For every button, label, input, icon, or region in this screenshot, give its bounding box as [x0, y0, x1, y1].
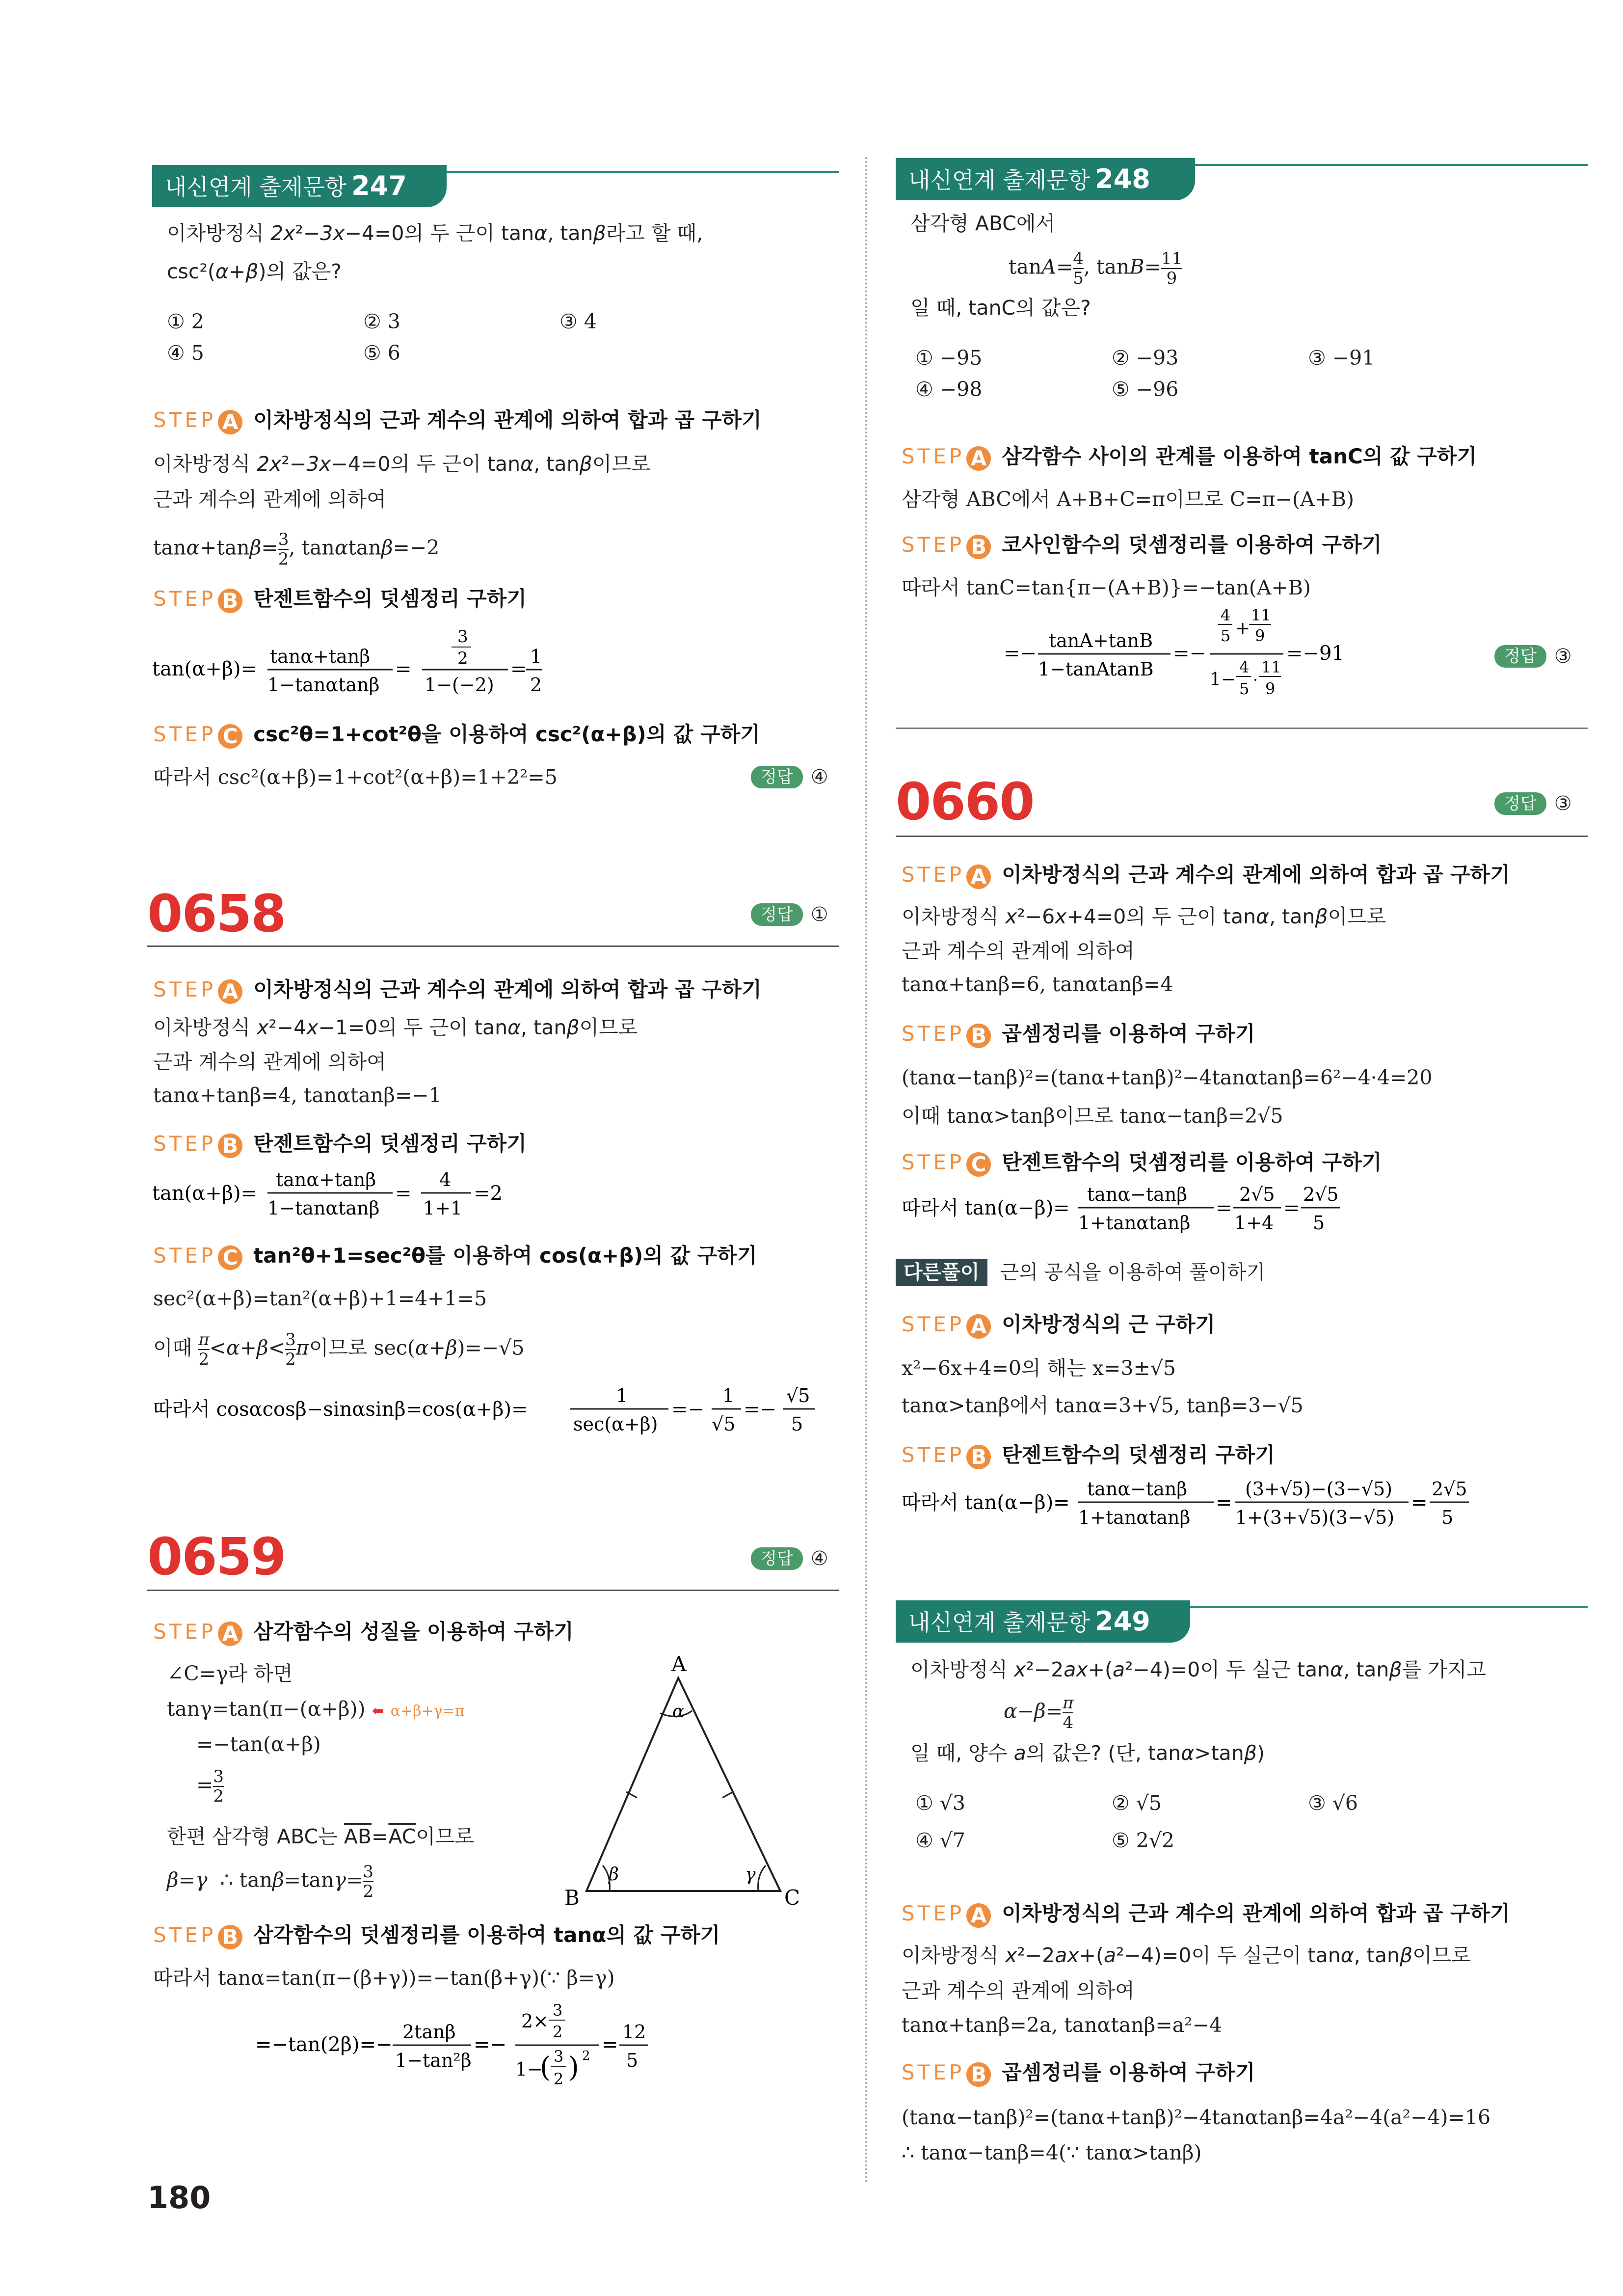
step-b: STEP B 탄젠트함수의 덧셈정리 구하기 [153, 587, 527, 613]
choice-3[interactable]: ③ 4 [559, 310, 597, 333]
answer-tag: 정답 [751, 903, 803, 926]
answer-value: ③ [1554, 792, 1572, 815]
step-title: 이차방정식의 근과 계수의 관계에 의하여 합과 곱 구하기 [1002, 863, 1510, 887]
choice-5[interactable]: ⑤ 6 [363, 341, 400, 365]
svg-text:1−: 1− [515, 2058, 543, 2080]
solution-line: 이차방정식 2x²−3x−4=0의 두 근이 tanα, tanβ이므로 [153, 452, 651, 476]
right-column [896, 0, 1593, 2296]
svg-text:따라서 tan(α−β)=: 따라서 tan(α−β)= [902, 1197, 1070, 1219]
answer-value: ④ [810, 766, 828, 788]
answer-badge [751, 1547, 828, 1570]
solution-line: 따라서 tanα=tan(π−(β+γ))=−tan(β+γ)(∵ β=γ) [153, 1966, 615, 1990]
choice-5[interactable]: ⑤ 2√2 [1112, 1829, 1175, 1852]
choice-1[interactable]: ① √3 [915, 1791, 965, 1815]
step-title: 코사인함수의 덧셈정리를 이용하여 구하기 [1002, 533, 1382, 557]
question-line: 이차방정식 x²−2ax+(a²−4)=0이 두 실근 tanα, tanβ를 가지고 [910, 1658, 1487, 1681]
svg-text:1−tanAtanB: 1−tanAtanB [1038, 658, 1154, 680]
svg-text:2×: 2× [521, 2010, 549, 2032]
vertex-b-label: B [564, 1886, 580, 1910]
svg-text:=: = [1216, 1491, 1232, 1514]
alternative-solution-header [896, 1257, 1265, 1286]
step-a: STEP A 이차방정식의 근과 계수의 관계에 의하여 합과 곱 구하기 [153, 977, 762, 1003]
svg-text:=: = [395, 1182, 412, 1205]
svg-text:2: 2 [553, 2023, 563, 2041]
solution-line: 삼각형 ABC에서 A+B+C=π이므로 C=π−(A+B) [902, 487, 1355, 511]
svg-text:1−: 1− [1210, 670, 1236, 690]
answer-tag: 정답 [1494, 645, 1546, 668]
solution-line: 근과 계수의 관계에 의하여 [902, 1979, 1135, 2002]
formula-tan-c [1004, 607, 1436, 705]
svg-text:tanA+tanB: tanA+tanB [1049, 630, 1153, 651]
number-rule [147, 1590, 839, 1591]
step-a: STEP A 삼각함수의 성질을 이용하여 구하기 [153, 1620, 574, 1646]
section-rule [896, 728, 1588, 729]
answer-badge [751, 903, 828, 926]
svg-text:1−tan²β: 1−tan²β [395, 2050, 472, 2071]
solution-line: tanα+tanβ=4, tanαtanβ=−1 [153, 1083, 442, 1107]
svg-text:5: 5 [1313, 1212, 1325, 1234]
vertex-c-label: C [784, 1886, 800, 1910]
solution-line: (tanα−tanβ)²=(tanα+tanβ)²−4tanαtanβ=6²−4·4=20 [902, 1066, 1433, 1089]
solution-line: 한편 삼각형 ABC는 $\overline{AB}=\overline{AC}$이므로 [167, 1825, 475, 1848]
step-a: STEP A 이차방정식의 근과 계수의 관계에 의하여 합과 곱 구하기 [153, 408, 762, 434]
choice-2[interactable]: ② −93 [1112, 346, 1179, 370]
svg-text:4: 4 [439, 1169, 452, 1190]
step-title: 탄젠트함수의 덧셈정리를 이용하여 구하기 [1002, 1150, 1382, 1174]
banner-label: 내신연계 출제문항 [165, 174, 347, 200]
solution-line: x²−6x+4=0의 해는 x=3±√5 [902, 1356, 1176, 1380]
svg-text:2√5: 2√5 [1432, 1478, 1467, 1500]
solution-line: 이때 tanα>tanβ이므로 tanα−tanβ=2√5 [902, 1104, 1283, 1128]
step-title: 탄젠트함수의 덧셈정리 구하기 [1002, 1443, 1275, 1467]
solution-line: (tanα−tanβ)²=(tanα+tanβ)²−4tanαtanβ=4a²−4(a²−4)=16 [902, 2106, 1491, 2129]
svg-text:=: = [395, 658, 412, 680]
step-title: csc²θ=1+cot²θ을 이용하여 csc²(α+β)의 값 구하기 [253, 722, 760, 746]
banner-label: 내신연계 출제문항 [908, 167, 1091, 193]
svg-text:tan(α+β)=: tan(α+β)= [152, 658, 258, 680]
formula-cos-sum [147, 1379, 844, 1443]
step-c: STEP C tan²θ+1=sec²θ를 이용하여 cos(α+β)의 값 구하기 [153, 1243, 757, 1270]
solution-line: ∴ tanα−tanβ=4(∵ tanα>tanβ) [902, 2141, 1202, 2164]
svg-text:1−(−2): 1−(−2) [425, 674, 494, 696]
svg-text:1−tanαtanβ: 1−tanαtanβ [267, 1197, 380, 1219]
svg-text:): ) [568, 2052, 579, 2083]
page-number: 180 [147, 2180, 211, 2215]
banner-rule [1195, 164, 1588, 166]
svg-text:tanα−tanβ: tanα−tanβ [1087, 1184, 1188, 1205]
step-title: 삼각함수의 성질을 이용하여 구하기 [253, 1620, 574, 1644]
solution-line: β=γ ∴ tanβ=tanγ= $\frac{3}{2}$ [167, 1862, 373, 1901]
formula-double-angle [255, 1998, 820, 2096]
solution-line: 따라서 csc²(α+β)=1+cot²(α+β)=1+2²=5 [153, 765, 558, 789]
banner-number: 248 [1095, 163, 1150, 194]
question-line: csc²(α+β)의 값은? [167, 260, 342, 283]
solution-line: sec²(α+β)=tan²(α+β)+1=4+1=5 [153, 1287, 487, 1310]
choice-4[interactable]: ④ √7 [915, 1829, 965, 1852]
svg-text:5: 5 [626, 2050, 639, 2071]
step-b: STEP B 곱셈정리를 이용하여 구하기 [902, 2060, 1255, 2086]
step-title: 삼각함수의 덧셈정리를 이용하여 tanα의 값 구하기 [253, 1923, 720, 1947]
answer-tag: 정답 [751, 766, 803, 788]
margin-note: α+β+γ=π [390, 1702, 465, 1720]
answer-badge [751, 766, 828, 788]
formula-tan-sum [147, 622, 589, 706]
step-b: STEP B 삼각함수의 덧셈정리를 이용하여 tanα의 값 구하기 [153, 1923, 720, 1949]
question-line: 이차방정식 2x²−3x−4=0의 두 근이 tanα, tanβ라고 할 때, [167, 221, 703, 245]
svg-text:=: = [1283, 1197, 1300, 1219]
question-line: 일 때, 양수 a의 값은? (단, tanα>tanβ) [910, 1741, 1265, 1765]
solution-line: 이차방정식 x²−4x−1=0의 두 근이 tanα, tanβ이므로 [153, 1016, 638, 1039]
svg-text:9: 9 [1265, 679, 1276, 698]
step-title: 곱셈정리를 이용하여 구하기 [1002, 2060, 1255, 2084]
svg-text:따라서 cosαcosβ−sinαsinβ=cos(α+β): 따라서 cosαcosβ−sinαsinβ=cos(α+β)= [153, 1398, 528, 1421]
svg-text:=−: =− [671, 1398, 705, 1421]
choice-3[interactable]: ③ −91 [1308, 346, 1375, 370]
svg-text:5: 5 [1441, 1507, 1454, 1528]
svg-text:1: 1 [722, 1385, 735, 1406]
solution-line: tanα+tanβ=6, tanαtanβ=4 [902, 972, 1173, 996]
svg-text:1+4: 1+4 [1234, 1212, 1274, 1234]
svg-text:=−: =− [1173, 642, 1206, 665]
solution-line: tanα+tanβ= $\frac{3}{2}$ , tanαtanβ=−2 [153, 530, 440, 569]
solution-line: tanα>tanβ에서 tanα=3+√5, tanβ=3−√5 [902, 1394, 1304, 1417]
solution-line: ∠C=γ라 하면 [167, 1662, 293, 1685]
svg-text:9: 9 [1255, 626, 1265, 645]
svg-text:2tanβ: 2tanβ [402, 2021, 456, 2043]
svg-text:=: = [1216, 1197, 1232, 1219]
step-title: 삼각함수 사이의 관계를 이용하여 tanC의 값 구하기 [1002, 444, 1477, 468]
svg-text:12: 12 [622, 2021, 646, 2043]
angle-alpha-label: α [672, 1702, 685, 1722]
svg-text:11: 11 [1251, 607, 1271, 624]
choice-5[interactable]: ⑤ −96 [1112, 378, 1179, 401]
alt-tag: 다른풀이 [896, 1259, 987, 1286]
answer-value: ① [810, 903, 828, 926]
svg-text:=−: =− [1004, 642, 1037, 665]
step-b: STEP B 코사인함수의 덧셈정리를 이용하여 구하기 [902, 533, 1382, 559]
svg-text:2√5: 2√5 [1239, 1184, 1275, 1205]
banner-rule [447, 171, 839, 173]
solution-line: 이차방정식 x²−6x+4=0의 두 근이 tanα, tanβ이므로 [902, 905, 1386, 928]
svg-text:2√5: 2√5 [1303, 1184, 1339, 1205]
solution-line: 따라서 tanC=tan{π−(A+B)}=−tan(A+B) [902, 576, 1311, 599]
svg-text:tanα+tanβ: tanα+tanβ [270, 646, 371, 667]
question-line: tanA= $\frac{4}{5}$ , tanB= $\frac{11}{9}$ [1009, 249, 1183, 288]
svg-text:tan(α+β)=: tan(α+β)= [152, 1182, 258, 1205]
svg-text:√5: √5 [712, 1413, 736, 1435]
problem-number: 0659 [147, 1527, 286, 1587]
answer-value: ③ [1554, 645, 1572, 668]
svg-text:2: 2 [530, 674, 542, 696]
step-b: STEP B 탄젠트함수의 덧셈정리 구하기 [153, 1132, 527, 1158]
svg-text:1+(3+√5)(3−√5): 1+(3+√5)(3−√5) [1235, 1507, 1395, 1528]
column-divider [865, 157, 867, 2185]
svg-text:4: 4 [1239, 658, 1250, 676]
svg-text:=: = [602, 2033, 618, 2056]
number-rule [896, 836, 1588, 837]
left-column [147, 0, 844, 2296]
step-title: 이차방정식의 근과 계수의 관계에 의하여 합과 곱 구하기 [1002, 1901, 1510, 1925]
alt-step-a: STEP A 이차방정식의 근 구하기 [902, 1312, 1216, 1338]
number-rule [147, 945, 839, 947]
step-title: 이차방정식의 근과 계수의 관계에 의하여 합과 곱 구하기 [253, 408, 762, 432]
problem-banner-248 [896, 158, 1195, 200]
svg-text:3: 3 [553, 2001, 563, 2020]
step-title: tan²θ+1=sec²θ를 이용하여 cos(α+β)의 값 구하기 [253, 1243, 757, 1268]
question-line: 일 때, tanC의 값은? [910, 296, 1091, 320]
svg-text:2: 2 [457, 648, 468, 668]
choice-4[interactable]: ④ 5 [167, 341, 204, 365]
svg-text:1+1: 1+1 [423, 1197, 463, 1219]
choice-1[interactable]: ① −95 [915, 346, 983, 370]
answer-value: ④ [810, 1547, 828, 1570]
solution-text: tanγ=tan(π−(α+β)) [167, 1697, 366, 1721]
svg-text:+: + [1235, 619, 1251, 639]
svg-text:=−tan(2β)=−: =−tan(2β)=− [255, 2033, 393, 2056]
svg-text:(3+√5)−(3−√5): (3+√5)−(3−√5) [1245, 1478, 1392, 1500]
isosceles-triangle-figure [550, 1654, 825, 1910]
svg-text:=: = [510, 658, 527, 680]
svg-text:5: 5 [1221, 626, 1231, 645]
banner-label: 내신연계 출제문항 [908, 1609, 1091, 1636]
step-c: STEP C 탄젠트함수의 덧셈정리를 이용하여 구하기 [902, 1150, 1382, 1176]
angle-gamma-label: γ [745, 1864, 756, 1885]
svg-text:5: 5 [1239, 679, 1250, 698]
solution-line: 근과 계수의 관계에 의하여 [153, 487, 386, 511]
solution-line: = $\frac{3}{2}$ [196, 1767, 224, 1806]
step-title: 탄젠트함수의 덧셈정리 구하기 [253, 1132, 527, 1156]
solution-line: 근과 계수의 관계에 의하여 [902, 939, 1135, 963]
step-title: 탄젠트함수의 덧셈정리 구하기 [253, 587, 527, 611]
problem-banner-249 [896, 1600, 1190, 1643]
svg-text:sec(α+β): sec(α+β) [573, 1413, 658, 1435]
solution-line: =−tan(α+β) [196, 1732, 321, 1756]
alt-text: 근의 공식을 이용하여 풀이하기 [1000, 1261, 1266, 1284]
formula-tan-diff [896, 1178, 1436, 1242]
svg-text:1−tanαtanβ: 1−tanαtanβ [267, 674, 380, 696]
answer-badge [1494, 645, 1572, 668]
step-title: 곱셈정리를 이용하여 구하기 [1002, 1022, 1255, 1046]
svg-text:5: 5 [791, 1413, 803, 1435]
step-b: STEP B 곱셈정리를 이용하여 구하기 [902, 1022, 1255, 1048]
choice-4[interactable]: ④ −98 [915, 378, 983, 401]
svg-text:·: · [1253, 671, 1258, 689]
choice-2[interactable]: ② 3 [363, 310, 400, 333]
solution-line: 이차방정식 x²−2ax+(a²−4)=0이 두 실근이 tanα, tanβ이므로 [902, 1944, 1471, 1967]
banner-number: 247 [351, 170, 407, 201]
svg-text:tanα−tanβ: tanα−tanβ [1087, 1478, 1188, 1500]
svg-text:=: = [1411, 1491, 1428, 1514]
svg-text:(: ( [540, 2052, 551, 2083]
svg-text:=−91: =−91 [1286, 642, 1344, 665]
banner-rule [1190, 1606, 1588, 1608]
step-title: 이차방정식의 근 구하기 [1002, 1312, 1216, 1336]
step-a: STEP A 이차방정식의 근과 계수의 관계에 의하여 합과 곱 구하기 [902, 1901, 1510, 1927]
svg-text:11: 11 [1261, 658, 1281, 676]
svg-text:tanα+tanβ: tanα+tanβ [276, 1169, 376, 1190]
svg-text:=2: =2 [474, 1182, 503, 1205]
problem-number: 0660 [896, 772, 1034, 832]
svg-text:2: 2 [554, 2070, 564, 2088]
answer-tag: 정답 [1494, 792, 1546, 815]
formula-tan-diff-alt [896, 1473, 1593, 1541]
question-line: 삼각형 ABC에서 [910, 212, 1056, 235]
formula-tan-sum [147, 1163, 540, 1227]
alt-step-b: STEP B 탄젠트함수의 덧셈정리 구하기 [902, 1443, 1275, 1469]
svg-text:3: 3 [457, 627, 468, 647]
svg-text:1: 1 [530, 646, 542, 667]
question-line: α−β= $\frac{\pi}{4}$ [1004, 1693, 1074, 1732]
svg-text:따라서 tan(α−β)=: 따라서 tan(α−β)= [902, 1491, 1070, 1514]
answer-badge [1494, 792, 1572, 815]
choice-1[interactable]: ① 2 [167, 310, 204, 333]
choice-3[interactable]: ③ √6 [1308, 1791, 1358, 1815]
vertex-a-label: A [671, 1654, 687, 1676]
svg-text:1+tanαtanβ: 1+tanαtanβ [1078, 1507, 1191, 1528]
svg-text:=−: =− [744, 1398, 777, 1421]
svg-text:2: 2 [582, 2049, 590, 2063]
solution-line: 근과 계수의 관계에 의하여 [153, 1050, 386, 1074]
solution-line: 이때 $\frac{\pi}{2}$ <α+β< $\frac{3}{2}$ π이므로 sec(α+β)=−√5 [153, 1330, 525, 1369]
step-c: STEP C csc²θ=1+cot²θ을 이용하여 csc²(α+β)의 값 구하기 [153, 722, 760, 748]
svg-text:1: 1 [616, 1385, 628, 1406]
solution-line: tanγ=tan(π−(α+β)) ⬅ α+β+γ=π [167, 1697, 465, 1721]
step-a: STEP A 이차방정식의 근과 계수의 관계에 의하여 합과 곱 구하기 [902, 863, 1510, 889]
problem-number: 0658 [147, 884, 286, 944]
banner-number: 249 [1095, 1606, 1150, 1637]
choice-2[interactable]: ② √5 [1112, 1791, 1162, 1815]
svg-text:4: 4 [1221, 607, 1231, 624]
svg-text:√5: √5 [786, 1385, 810, 1406]
solution-line: tanα+tanβ=2a, tanαtanβ=a²−4 [902, 2013, 1223, 2037]
problem-banner-247 [152, 165, 447, 207]
svg-text:1+tanαtanβ: 1+tanαtanβ [1078, 1212, 1191, 1234]
step-a: STEP A 삼각함수 사이의 관계를 이용하여 tanC의 값 구하기 [902, 444, 1477, 470]
angle-beta-label: β [609, 1864, 619, 1885]
svg-text:=−: =− [474, 2033, 507, 2056]
answer-tag: 정답 [751, 1547, 803, 1570]
step-title: 이차방정식의 근과 계수의 관계에 의하여 합과 곱 구하기 [253, 977, 762, 1001]
svg-text:3: 3 [554, 2047, 564, 2066]
